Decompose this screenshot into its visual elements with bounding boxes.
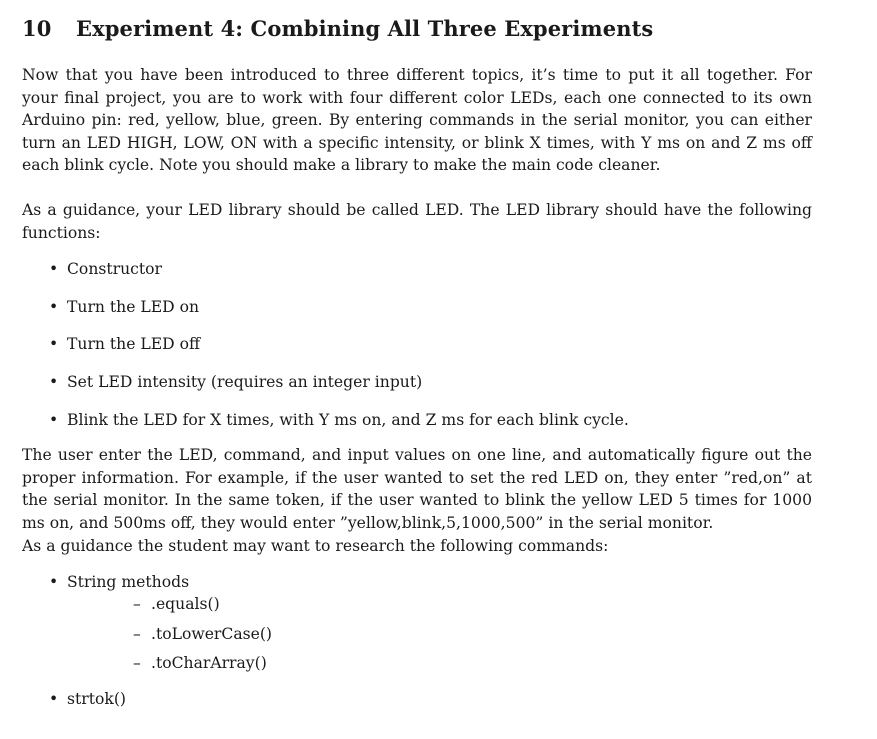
list-item-text: Constructor — [67, 260, 162, 279]
bullet-icon: • — [49, 690, 59, 709]
bullet-icon: • — [49, 410, 59, 429]
list-item-text: String methods — [67, 573, 190, 592]
list-item-text: Turn the LED on — [67, 297, 200, 316]
bullet-icon: • — [49, 335, 59, 354]
intro-paragraph: Now that you have been introduced to three different topics, it’s time to put it all together. For your final project, you are to work with four different color LEDs, each one connected to its own Arduino pin: red, yellow, blue, green. By entering commands in the serial monitor, you can either turn an LED HIGH, LOW, ON with a specific intensity, or blink X times, with Y ms on and Z ms off each blink cycle. Note you should make a library to make the main code cleaner. — [22, 66, 812, 175]
list-item-text: Blink the LED for X times, with Y ms on, and Z ms for each blink cycle. — [67, 410, 629, 429]
list-item — [22, 258, 812, 280]
section-title: Experiment 4: Combining All Three Experiments — [76, 16, 654, 41]
research-commands-list — [22, 571, 812, 710]
list-item — [22, 571, 812, 674]
dash-icon: – — [133, 624, 141, 643]
list-item-text: strtok() — [67, 690, 126, 709]
dash-icon: – — [133, 654, 141, 673]
section-heading — [22, 16, 812, 41]
dash-icon: – — [133, 595, 141, 614]
sublist-item-text: .toLowerCase() — [151, 624, 273, 643]
document-page — [22, 16, 812, 726]
section-number: 10 — [22, 16, 52, 41]
research-text: As a guidance the student may want to research the following commands: — [22, 536, 609, 555]
input-format-text: The user enter the LED, command, and input values on one line, and automatically figure out the proper information. For example, if the user wanted to set the red LED on, they enter ”red,on” at the serial monitor. In the same token, if the user wanted to blink the yellow LED 5 times for 1000 ms on, and 500ms off, they would enter ”yellow,blink,5,1000,500” in the serial monitor. — [22, 446, 812, 532]
list-item — [22, 333, 812, 355]
led-functions-list — [22, 258, 812, 430]
bullet-icon: • — [49, 297, 59, 316]
string-methods-sublist — [67, 593, 812, 674]
list-item — [22, 688, 812, 710]
sublist-item — [67, 623, 812, 645]
list-item — [22, 296, 812, 318]
list-item — [22, 371, 812, 393]
guidance-paragraph: As a guidance, your LED library should be called LED. The LED library should have the following functions: — [22, 200, 812, 242]
sublist-item-text: .equals() — [151, 595, 220, 614]
bullet-icon: • — [49, 372, 59, 391]
list-item-text: Set LED intensity (requires an integer input) — [67, 372, 423, 391]
sublist-item — [67, 593, 812, 615]
sublist-item-text: .toCharArray() — [151, 654, 267, 673]
list-item — [22, 409, 812, 431]
bullet-icon: • — [49, 260, 59, 279]
sublist-item — [67, 652, 812, 674]
input-format-paragraph — [22, 444, 812, 557]
list-item-text: Turn the LED off — [67, 335, 201, 354]
bullet-icon: • — [49, 573, 59, 592]
